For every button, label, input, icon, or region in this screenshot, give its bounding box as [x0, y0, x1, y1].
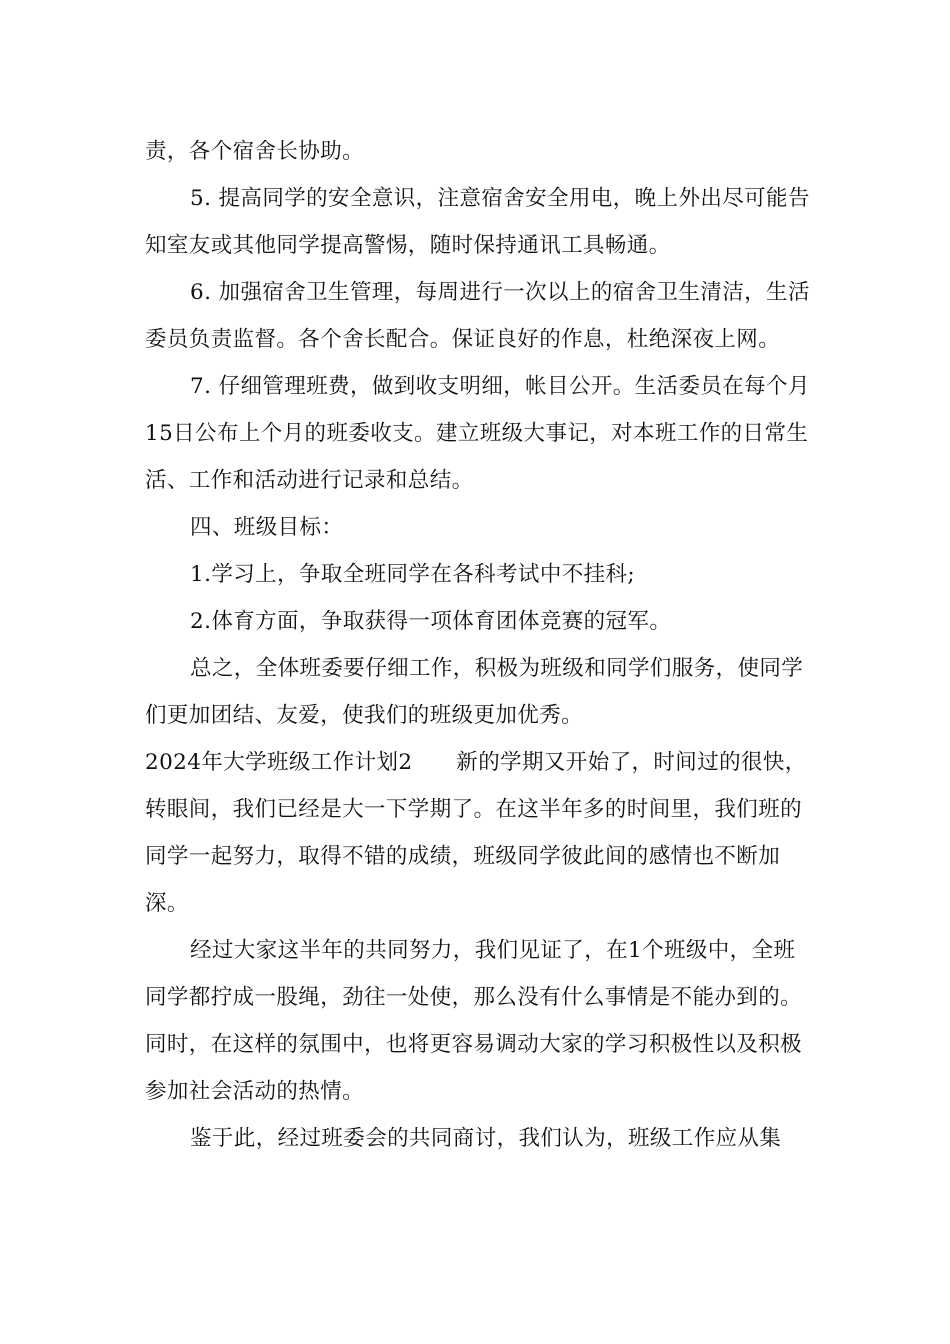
- goal-item-2: 2.体育方面，争取获得一项体育团体竞赛的冠军。: [190, 609, 672, 634]
- goal-item-1: 1.学习上，争取全班同学在各科考试中不挂科;: [190, 562, 636, 587]
- paragraph-item-5-safety: 5. 提高同学的安全意识，注意宿舍安全用电，晚上外出尽可能告知室友或其他同学提高警惕，随时保持通讯工具畅通。: [145, 186, 810, 258]
- document-page: [145, 128, 815, 1162]
- paragraph-conclusion: 鉴于此，经过班委会的共同商讨，我们认为，班级工作应从集: [190, 1126, 782, 1151]
- section-heading-class-goals: 四、班级目标：: [190, 515, 344, 540]
- paragraph-continuation: 责，各个宿舍长协助。: [145, 139, 365, 164]
- paragraph-joint-effort: 经过大家这半年的共同努力，我们见证了，在1个班级中，全班同学都拧成一股绳，劲往一处使，那么没有什么事情是不能办到的。同时，在这样的氛围中，也将更容易调动大家的学习积极性以及积极参加社会活动的热情。: [145, 938, 803, 1104]
- paragraph-item-6-hygiene: 6. 加强宿舍卫生管理，每周进行一次以上的宿舍卫生清洁，生活委员负责监督。各个舍长配合。保证良好的作息，杜绝深夜上网。: [145, 280, 810, 352]
- paragraph-summary: 总之，全体班委要仔细工作，积极为班级和同学们服务，使同学们更加团结、友爱，使我们的班级更加优秀。: [145, 656, 804, 728]
- paragraph-plan-2-intro: 2024年大学班级工作计划2 新的学期又开始了，时间过的很快，转眼间，我们已经是大一下学期了。在这半年多的时间里，我们班的同学一起努力，取得不错的成绩，班级同学彼此间的感情也不断加深。: [145, 750, 807, 916]
- paragraph-item-7-funds: 7. 仔细管理班费，做到收支明细，帐目公开。生活委员在每个月15日公布上个月的班委收支。建立班级大事记，对本班工作的日常生活、工作和活动进行记录和总结。: [145, 374, 810, 493]
